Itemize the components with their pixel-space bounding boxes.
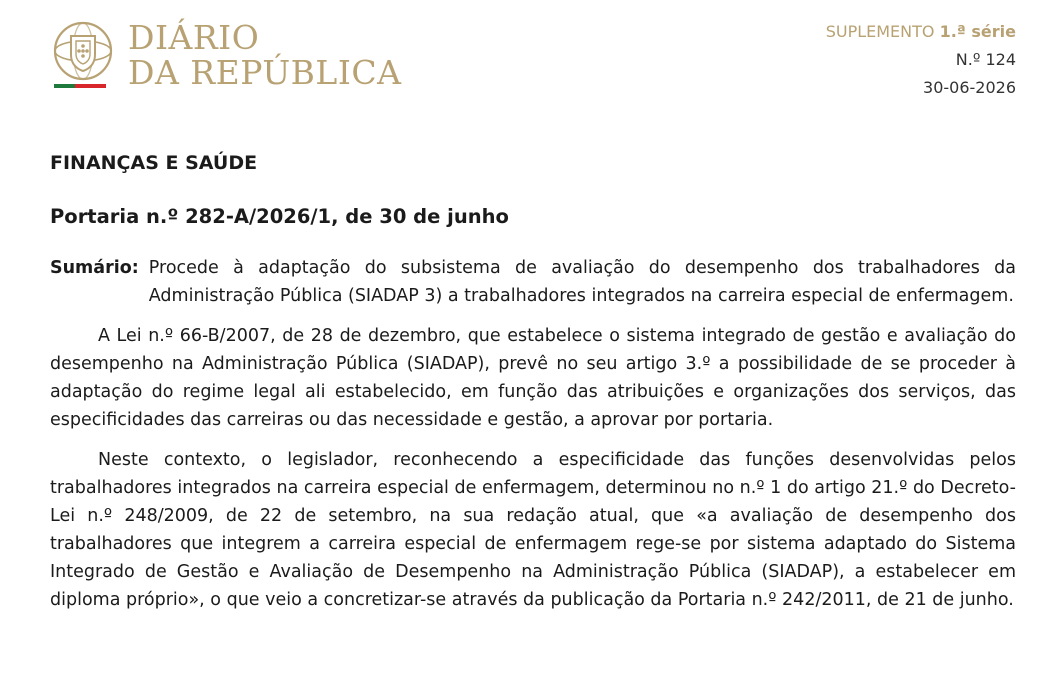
summary (50, 254, 1016, 310)
supplement-series (826, 18, 1016, 46)
summary-text: Procede à adaptação do subsistema de avaliação do desempenho dos trabalhadores da Administração Pública (SIADAP 3) a trabalhadores integrados na carreira especial de enfermagem. (148, 258, 1016, 306)
issue-number: N.º 124 (955, 50, 1016, 69)
supplement-label: SUPLEMENTO (825, 22, 935, 41)
masthead-line-1: DIÁRIO (128, 18, 260, 57)
series-label: 1.ª série (939, 22, 1016, 41)
masthead-line-2: DA REPÚBLICA (128, 53, 402, 92)
summary-label: Sumário: (50, 258, 139, 278)
coat-of-arms-icon (52, 20, 114, 90)
section-title: FINANÇAS E SAÚDE (50, 152, 258, 174)
document-title: Portaria n.º 282-A/2026/1, de 30 de junho (50, 205, 509, 228)
issue-meta (826, 18, 1016, 102)
issue-date: 30-06-2026 (923, 78, 1016, 97)
paragraph: Neste contexto, o legislador, reconhecendo a especificidade das funções desenvolvidas pelos trabalhadores integrados na carreira especial de enfermagem, determinou no n.º 1 do artigo 21.º do Decreto-Lei n.º 248/2009, de 22 de setembro, na sua redação atual, que «a avaliação de desempenho dos trabalhadores que integrem a carreira especial de enfermagem rege-se por sistema adaptado do Sistema Integrado de Gestão e Avaliação de Desempenho na Administração Pública (SIADAP), a estabelecer em diploma próprio», o que veio a concretizar-se através da publicação da Portaria n.º 242/2011, de 21 de junho. (50, 450, 1016, 610)
header (0, 0, 1050, 110)
masthead (128, 20, 401, 90)
document-body (50, 148, 1016, 614)
paragraph: A Lei n.º 66-B/2007, de 28 de dezembro, que estabelece o sistema integrado de gestão e avaliação do desempenho na Administração Pública (SIADAP), prevê no seu artigo 3.º a possibilidade de se proceder à adaptação do regime legal ali estabelecido, em função das atribuições e organizações dos serviços, das especificidades das carreiras ou das necessidade e gestão, a aprovar por portaria. (50, 326, 1016, 430)
